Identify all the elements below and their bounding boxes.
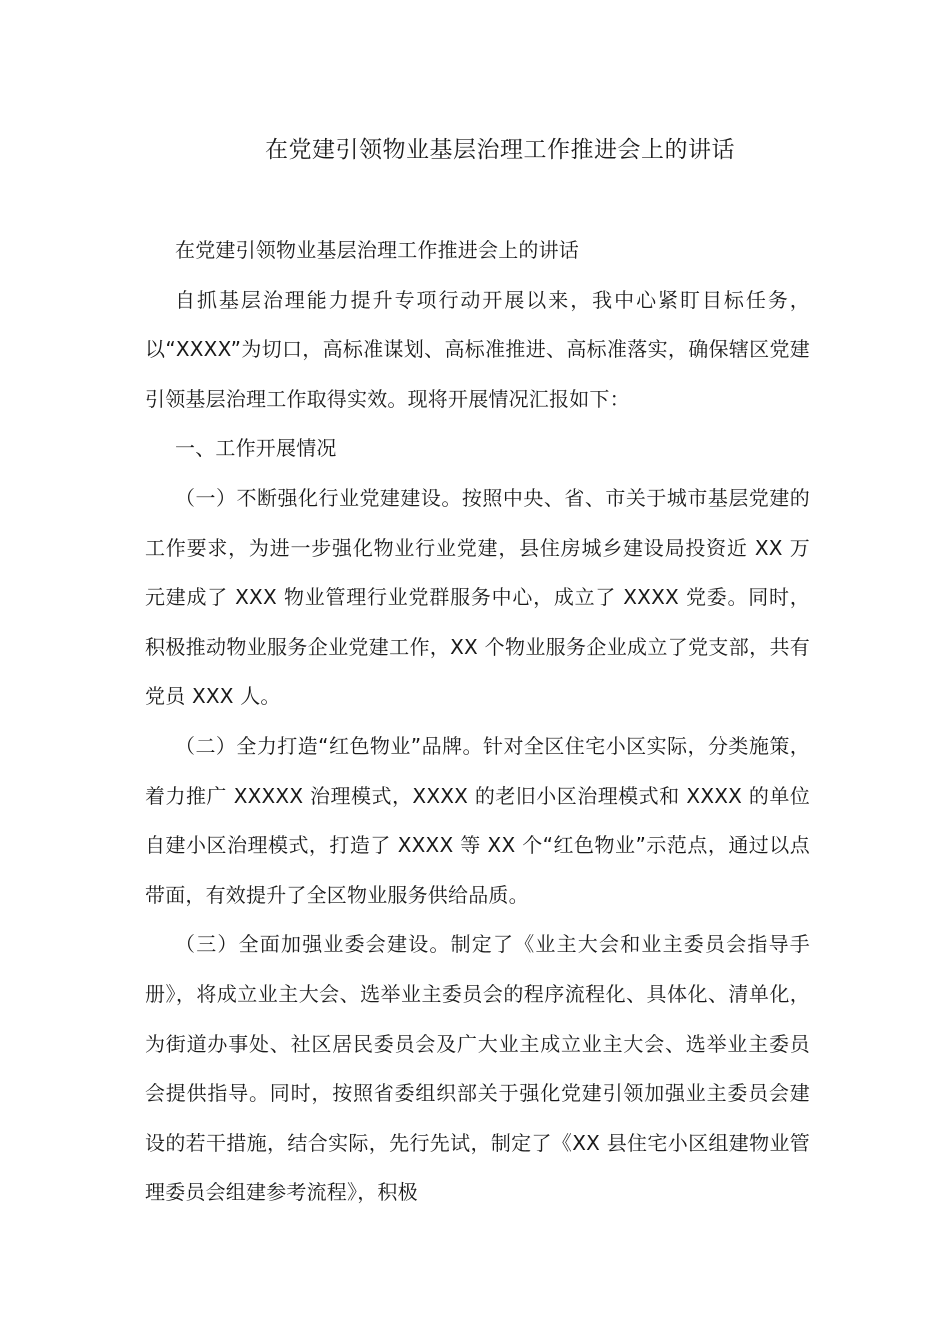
body-paragraph: （三）全面加强业委会建设。制定了《业主大会和业主委员会指导手册》，将成立业主大会、选举业主委员会的程序流程化、具体化、清单化，为街道办事处、社区居民委员会及广大业主成立业主大会、选举业主委员会提供指导。同时，按照省委组织部关于强化党建引领加强业主委员会建设的若干措施，结合实际，先行先试，制定了《XX 县住宅小区组建物业管理委员会组建参考流程》，积极 <box>145 932 810 1205</box>
section-heading: 一、工作开展情况 <box>175 436 337 461</box>
document-body <box>145 226 810 1218</box>
body-paragraph: （一）不断强化行业党建建设。按照中央、省、市关于城市基层党建的工作要求，为进一步强化物业行业党建，县住房城乡建设局投资近 XX 万元建成了 XXX 物业管理行业党群服务中心，成立了 XXXX 党委。同时，积极推动物业服务企业党建工作，XX 个物业服务企业成立了党支部，共有党员 XXX 人。 <box>145 485 810 709</box>
body-paragraph: 在党建引领物业基层治理工作推进会上的讲话 <box>175 238 579 262</box>
body-paragraph: 自抓基层治理能力提升专项行动开展以来，我中心紧盯目标任务，以“XXXX”为切口，高标准谋划、高标准推进、高标准落实，确保辖区党建引领基层治理工作取得实效。现将开展情况汇报如下： <box>145 287 810 411</box>
document-title: 在党建引领物业基层治理工作推进会上的讲话 <box>265 137 735 163</box>
body-paragraph: （二）全力打造“红色物业”品牌。针对全区住宅小区实际，分类施策，着力推广 XXXXX 治理模式，XXXX 的老旧小区治理模式和 XXXX 的单位自建小区治理模式，打造了 XXXX 等 XX 个“红色物业”示范点，通过以点带面，有效提升了全区物业服务供给品质。 <box>145 733 810 907</box>
